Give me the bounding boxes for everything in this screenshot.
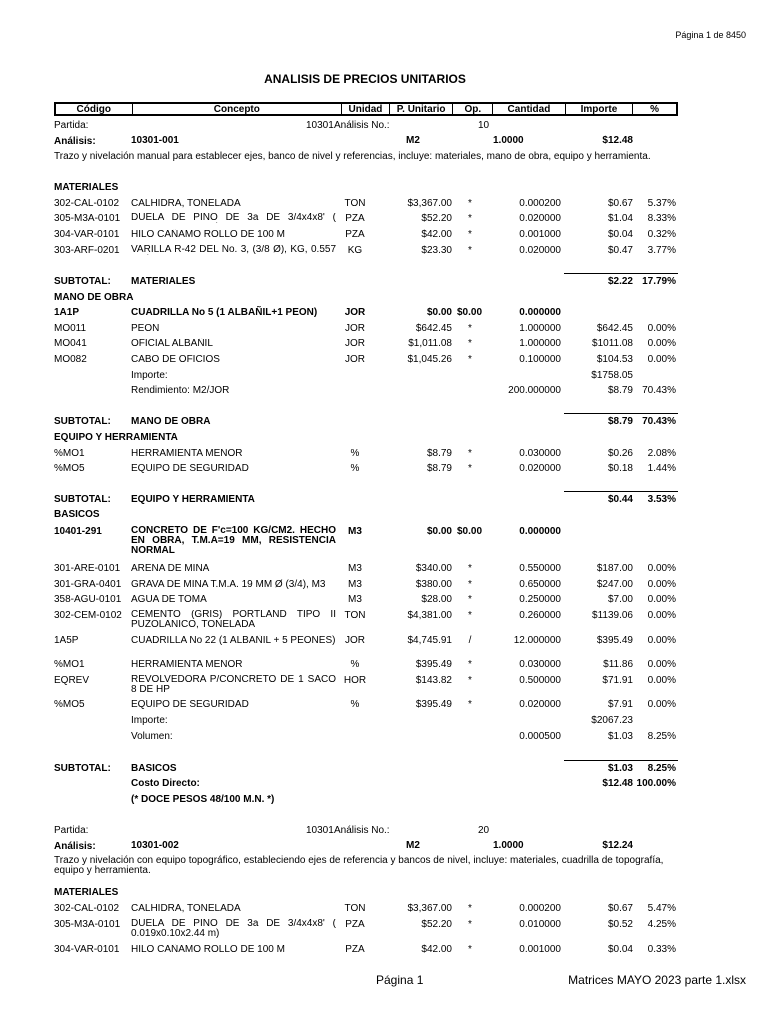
cell-concept: EQUIPO DE SEGURIDAD [131, 463, 249, 474]
cell-unit: % [350, 448, 360, 459]
cell-qty: 0.030000 [519, 659, 561, 670]
cell-concept: CABO DE OFICIOS [131, 354, 220, 365]
cell-pu: $4,745.91 [407, 635, 452, 646]
subtotal-basicos-pct: 8.25% [647, 763, 676, 774]
cell-qty: 0.001000 [519, 944, 561, 955]
subtotal-label: SUBTOTAL: [54, 416, 111, 427]
cell-pu: $395.49 [415, 699, 452, 710]
cell-code: 358-AGU-0101 [54, 594, 122, 605]
cell-concept: DUELA DE PINO DE 3a DE 3/4x4x8' ( [131, 213, 336, 223]
cell-unit: % [350, 699, 360, 710]
cell-pu: $8.79 [426, 463, 452, 474]
cell-pu: $23.30 [421, 245, 452, 256]
cell-code: %MO1 [54, 448, 85, 459]
cell-pu: $52.20 [421, 213, 452, 224]
rendimiento-pct: 70.43% [642, 385, 676, 396]
cell-unit: % [350, 659, 360, 670]
analisis-label: Análisis: [54, 841, 96, 852]
cell-concept: CALHIDRA, TONELADA [131, 198, 241, 209]
cell-pct: 0.00% [647, 675, 676, 686]
cell-concept: CEMENTO (GRIS) PORTLAND TIPO II PUZOLANICO, TONELADA [131, 610, 336, 630]
mano-importe: $1758.05 [591, 370, 633, 381]
cell-imp: $7.91 [607, 699, 633, 710]
cell-unit: TON [344, 610, 366, 621]
section-title: MANO DE OBRA [54, 292, 134, 303]
cell-code: 301-GRA-0401 [54, 579, 122, 590]
cell-code: 303-ARF-0201 [54, 245, 120, 256]
analisis-price: $12.48 [602, 135, 633, 146]
cell-op: * [468, 354, 472, 365]
concreto-code: 10401-291 [54, 526, 102, 537]
cell-op: * [468, 919, 472, 930]
costo-directo-label: Costo Directo: [131, 778, 200, 789]
cell-imp: $642.45 [596, 323, 633, 334]
cell-imp: $7.00 [607, 594, 633, 605]
cell-op: * [468, 198, 472, 209]
col-op: Op. [453, 104, 493, 114]
cell-pu: $1,045.26 [407, 354, 452, 365]
cell-qty: 0.260000 [519, 610, 561, 621]
cell-op: * [468, 610, 472, 621]
cell-code: 304-VAR-0101 [54, 944, 120, 955]
col-importe: Importe [566, 104, 634, 114]
cell-imp: $0.67 [607, 198, 633, 209]
col-punitario: P. Unitario [390, 104, 454, 114]
cell-imp: $0.18 [607, 463, 633, 474]
partida-code: 10301 [306, 825, 334, 836]
cell-concept: ARENA DE MINA [131, 563, 210, 574]
cell-imp: $187.00 [596, 563, 633, 574]
analisis-code: 10301-001 [131, 135, 179, 146]
cell-pu: $642.45 [415, 323, 452, 334]
cell-pct: 5.47% [647, 903, 676, 914]
analisis-no-label: Análisis No.: [334, 120, 390, 131]
cell-qty: 1.000000 [519, 338, 561, 349]
cuadrilla-concept: CUADRILLA No 5 (1 ALBAÑIL+1 PEON) [131, 307, 318, 318]
cell-qty: 1.000000 [519, 323, 561, 334]
cell-imp: $1139.06 [592, 610, 633, 621]
costo-directo-pct: 100.00% [636, 778, 676, 789]
analisis-label: Análisis: [54, 136, 96, 147]
cell-op: * [468, 338, 472, 349]
cell-concept: GRAVA DE MINA T.M.A. 19 MM Ø (3/4), M3 [131, 579, 326, 590]
cell-unit: PZA [345, 944, 365, 955]
concreto-op: $0.00 [457, 526, 483, 537]
subtotal-materiales-pct: 17.79% [642, 276, 676, 287]
cell-code: %MO5 [54, 463, 85, 474]
analisis-number: 20 [478, 825, 490, 836]
cell-qty: 0.500000 [519, 675, 561, 686]
volumen-label: Volumen: [131, 731, 173, 742]
col-cantidad: Cantidad [493, 104, 566, 114]
analisis-number: 10 [478, 120, 490, 131]
subtotal-label: SUBTOTAL: [54, 276, 111, 287]
cuadrilla-code: 1A1P [54, 307, 80, 318]
cuadrilla-qty: 0.000000 [519, 307, 561, 318]
cell-op: * [468, 563, 472, 574]
cell-concept: AGUA DE TOMA [131, 594, 207, 605]
cell-qty: 0.001000 [519, 229, 561, 240]
volumen-qty: 0.000500 [519, 731, 561, 742]
cell-imp: $0.04 [607, 944, 633, 955]
cell-unit: JOR [345, 338, 365, 349]
analisis-unit: M2 [406, 840, 420, 851]
cell-qty: 0.030000 [519, 448, 561, 459]
cell-pct: 0.00% [647, 579, 676, 590]
cell-op: * [468, 699, 472, 710]
analisis-unit: M2 [406, 135, 420, 146]
partida-label: Partida: [54, 825, 89, 836]
col-unidad: Unidad [342, 104, 390, 114]
cell-imp: $0.04 [607, 229, 633, 240]
importe-en-letra: (* DOCE PESOS 48/100 M.N. *) [131, 794, 275, 805]
subtotal-materiales-label: MATERIALES [131, 276, 196, 287]
importe-label: Importe: [131, 715, 168, 726]
cell-pu: $42.00 [421, 944, 452, 955]
cell-op: * [468, 448, 472, 459]
section-title: EQUIPO Y HERRAMIENTA [54, 432, 178, 443]
cell-imp: $0.26 [607, 448, 633, 459]
cell-pct: 0.00% [647, 354, 676, 365]
cell-pct: 1.44% [647, 463, 676, 474]
cell-pct: 0.33% [647, 944, 676, 955]
cell-concept: CUADRILLA No 22 (1 ALBAÑIL + 5 PEONES) [131, 635, 336, 646]
subtotal-basicos-label: BASICOS [131, 763, 177, 774]
analisis-code: 10301-002 [131, 840, 179, 851]
footer-page: Página 1 [376, 973, 424, 987]
costo-directo-importe: $12.48 [602, 778, 633, 789]
cell-qty: 0.010000 [519, 919, 561, 930]
analisis-no-label: Análisis No.: [334, 825, 390, 836]
cell-unit: JOR [345, 323, 365, 334]
subtotal-mano-label: MANO DE OBRA [131, 416, 211, 427]
cell-pu: $395.49 [415, 659, 452, 670]
cell-pct: 3.77% [647, 245, 676, 256]
cell-code: %MO1 [54, 659, 85, 670]
cell-unit: M3 [348, 594, 362, 605]
cell-concept: REVOLVEDORA P/CONCRETO DE 1 SACO 8 DE HP [131, 675, 336, 695]
cell-pu: $28.00 [421, 594, 452, 605]
cell-op: * [468, 463, 472, 474]
cell-imp: $247.00 [596, 579, 633, 590]
cell-qty: 12.000000 [513, 635, 561, 646]
cell-qty: 0.020000 [519, 213, 561, 224]
document-title: ANALISIS DE PRECIOS UNITARIOS [264, 72, 466, 86]
analisis-qty: 1.0000 [493, 840, 524, 851]
cell-imp: $0.47 [607, 245, 633, 256]
importe-label: Importe: [131, 370, 168, 381]
rendimiento-label: Rendimiento: M2/JOR [131, 385, 230, 396]
cell-op: * [468, 594, 472, 605]
cell-code: MO011 [54, 323, 87, 334]
rendimiento-importe: $8.79 [607, 385, 633, 396]
cell-op: * [468, 944, 472, 955]
cell-unit: PZA [345, 919, 365, 930]
col-concepto: Concepto [133, 104, 343, 114]
cell-pu: $1,011.08 [408, 338, 452, 349]
cell-pct: 0.00% [647, 594, 676, 605]
cell-imp: $0.67 [607, 903, 633, 914]
cell-pu: $52.20 [421, 919, 452, 930]
subtotal-mano-pct: 70.43% [642, 416, 676, 427]
cell-op: / [468, 635, 472, 646]
subtotal-rule [564, 760, 678, 761]
cell-unit: M3 [348, 563, 362, 574]
cell-concept: HERRAMIENTA MENOR [131, 659, 243, 670]
cell-op: * [468, 659, 472, 670]
cell-unit: TON [344, 198, 366, 209]
cell-pu: $3,367.00 [407, 198, 452, 209]
cell-pct: 0.00% [647, 338, 676, 349]
cell-imp: $1.04 [607, 213, 633, 224]
cell-op: * [468, 229, 472, 240]
cell-concept: CALHIDRA, TONELADA [131, 903, 241, 914]
cell-concept: PEON [131, 323, 160, 334]
cell-qty: 0.020000 [519, 463, 561, 474]
cell-qty: 0.100000 [519, 354, 561, 365]
cuadrilla-op: $0.00 [457, 307, 483, 318]
rendimiento-qty: 200.000000 [508, 385, 561, 396]
cell-pu: $42.00 [421, 229, 452, 240]
cell-pct: 4.25% [647, 919, 676, 930]
subtotal-basicos-importe: $1.03 [607, 763, 633, 774]
concreto-concept: CONCRETO DE F'c=100 KG/CM2. HECHO EN OBRA, T.M.A=19 MM, RESISTENCIA NORMAL [131, 525, 336, 556]
cell-unit: % [350, 463, 360, 474]
cell-pu: $380.00 [415, 579, 452, 590]
partida-label: Partida: [54, 120, 89, 131]
cell-code: 302-CAL-0102 [54, 903, 120, 914]
cell-pct: 5.37% [647, 198, 676, 209]
cell-code: MO041 [54, 338, 87, 349]
cell-imp: $395.49 [596, 635, 633, 646]
cell-qty: 0.000200 [519, 903, 561, 914]
cell-code: %MO5 [54, 699, 85, 710]
concreto-pu: $0.00 [426, 526, 452, 537]
cell-pct: 0.00% [647, 323, 676, 334]
cell-pct: 8.33% [647, 213, 676, 224]
cell-qty: 0.020000 [519, 245, 561, 256]
analisis-price: $12.24 [602, 840, 633, 851]
cell-imp: $1011.08 [592, 338, 633, 349]
section-title: BASICOS [54, 509, 100, 520]
cell-op: * [468, 213, 472, 224]
cell-imp: $71.91 [602, 675, 633, 686]
cell-pu: $143.82 [415, 675, 452, 686]
cell-code: 302-CAL-0102 [54, 198, 120, 209]
cuadrilla-pu: $0.00 [426, 307, 452, 318]
cell-code: MO082 [54, 354, 87, 365]
cell-concept: VARILLA R-42 DEL No. 3, (3/8 Ø), KG, 0.557 [131, 245, 336, 255]
cell-qty: 0.550000 [519, 563, 561, 574]
cell-op: * [468, 675, 472, 686]
cell-code: 305-M3A-0101 [54, 919, 121, 930]
cuadrilla-unit: JOR [344, 307, 366, 318]
footer-file: Matrices MAYO 2023 parte 1.xlsx [568, 973, 746, 987]
subtotal-equipo-label: EQUIPO Y HERRAMIENTA [131, 494, 255, 505]
cell-pct: 2.08% [647, 448, 676, 459]
cell-imp: $104.53 [596, 354, 633, 365]
page-counter: Página 1 de 8450 [675, 30, 746, 40]
table-header [54, 102, 678, 116]
section-title: MATERIALES [54, 182, 119, 193]
cell-unit: JOR [345, 635, 365, 646]
cell-pu: $340.00 [415, 563, 452, 574]
subtotal-rule [564, 273, 678, 274]
cell-unit: HOR [343, 675, 367, 686]
subtotal-materiales-importe: $2.22 [607, 276, 633, 287]
subtotal-equipo-pct: 3.53% [647, 494, 676, 505]
cell-op: * [468, 245, 472, 256]
volumen-pct: 8.25% [647, 731, 676, 742]
cell-concept: DUELA DE PINO DE 3a DE 3/4x4x8' ( 0.019x0.10x2.44 m) [131, 919, 336, 939]
analisis-description: Trazo y nivelación con equipo topográfico, estableciendo ejes de referencia y bancos de nivel, incluye: materiales, cuadrilla de topografía, equipo y herramienta. [54, 855, 664, 876]
cell-concept: HERRAMIENTA MENOR [131, 448, 243, 459]
cell-concept: OFICIAL ALBAÑIL [131, 338, 213, 349]
cell-pct: 0.00% [647, 610, 676, 621]
subtotal-rule [564, 491, 678, 492]
cell-op: * [468, 323, 472, 334]
cell-concept: HILO CAÑAMO ROLLO DE 100 M [131, 944, 285, 955]
subtotal-label: SUBTOTAL: [54, 763, 111, 774]
cell-qty: 0.000200 [519, 198, 561, 209]
cell-pct: 0.32% [647, 229, 676, 240]
cell-pct: 0.00% [647, 635, 676, 646]
section-title: MATERIALES [54, 887, 119, 898]
cell-pu: $3,367.00 [407, 903, 452, 914]
cell-code: 301-ARE-0101 [54, 563, 121, 574]
analisis-description: Trazo y nivelación manual para establecer ejes, banco de nivel y referencias, incluye: materiales, mano de obra, equipo y herramienta. [54, 151, 651, 162]
cell-unit: TON [344, 903, 366, 914]
cell-unit: PZA [345, 213, 365, 224]
cell-concept: HILO CAÑAMO ROLLO DE 100 M [131, 229, 285, 240]
cell-unit: PZA [345, 229, 365, 240]
subtotal-label: SUBTOTAL: [54, 494, 111, 505]
col-pct: % [650, 104, 660, 115]
partida-code: 10301 [306, 120, 334, 131]
cell-qty: 0.020000 [519, 699, 561, 710]
cell-code: 1A5P [54, 635, 79, 646]
concreto-unit: M3 [348, 526, 362, 537]
cell-pu: $8.79 [426, 448, 452, 459]
concreto-qty: 0.000000 [519, 526, 561, 537]
cell-imp: $0.52 [607, 919, 633, 930]
volumen-importe: $1.03 [607, 731, 633, 742]
cell-qty: 0.650000 [519, 579, 561, 590]
cell-code: 302-CEM-0102 [54, 610, 122, 621]
cell-unit: JOR [345, 354, 365, 365]
cell-concept: EQUIPO DE SEGURIDAD [131, 699, 249, 710]
cell-code: 305-M3A-0101 [54, 213, 121, 224]
cell-code: 304-VAR-0101 [54, 229, 120, 240]
cell-pct: 0.00% [647, 699, 676, 710]
analisis-qty: 1.0000 [493, 135, 524, 146]
cell-pu: $4,381.00 [407, 610, 452, 621]
cell-unit: M3 [348, 579, 362, 590]
cell-op: * [468, 579, 472, 590]
subtotal-rule [564, 413, 678, 414]
cell-qty: 0.250000 [519, 594, 561, 605]
basicos-importe: $2067.23 [591, 715, 633, 726]
cell-pct: 0.00% [647, 659, 676, 670]
subtotal-mano-importe: $8.79 [607, 416, 633, 427]
cell-unit: KG [347, 245, 363, 256]
cell-op: * [468, 903, 472, 914]
cell-pct: 0.00% [647, 563, 676, 574]
subtotal-equipo-importe: $0.44 [607, 494, 633, 505]
col-codigo: Código [56, 104, 133, 114]
cell-code: EQREV [54, 675, 90, 686]
cell-imp: $11.86 [603, 659, 633, 670]
